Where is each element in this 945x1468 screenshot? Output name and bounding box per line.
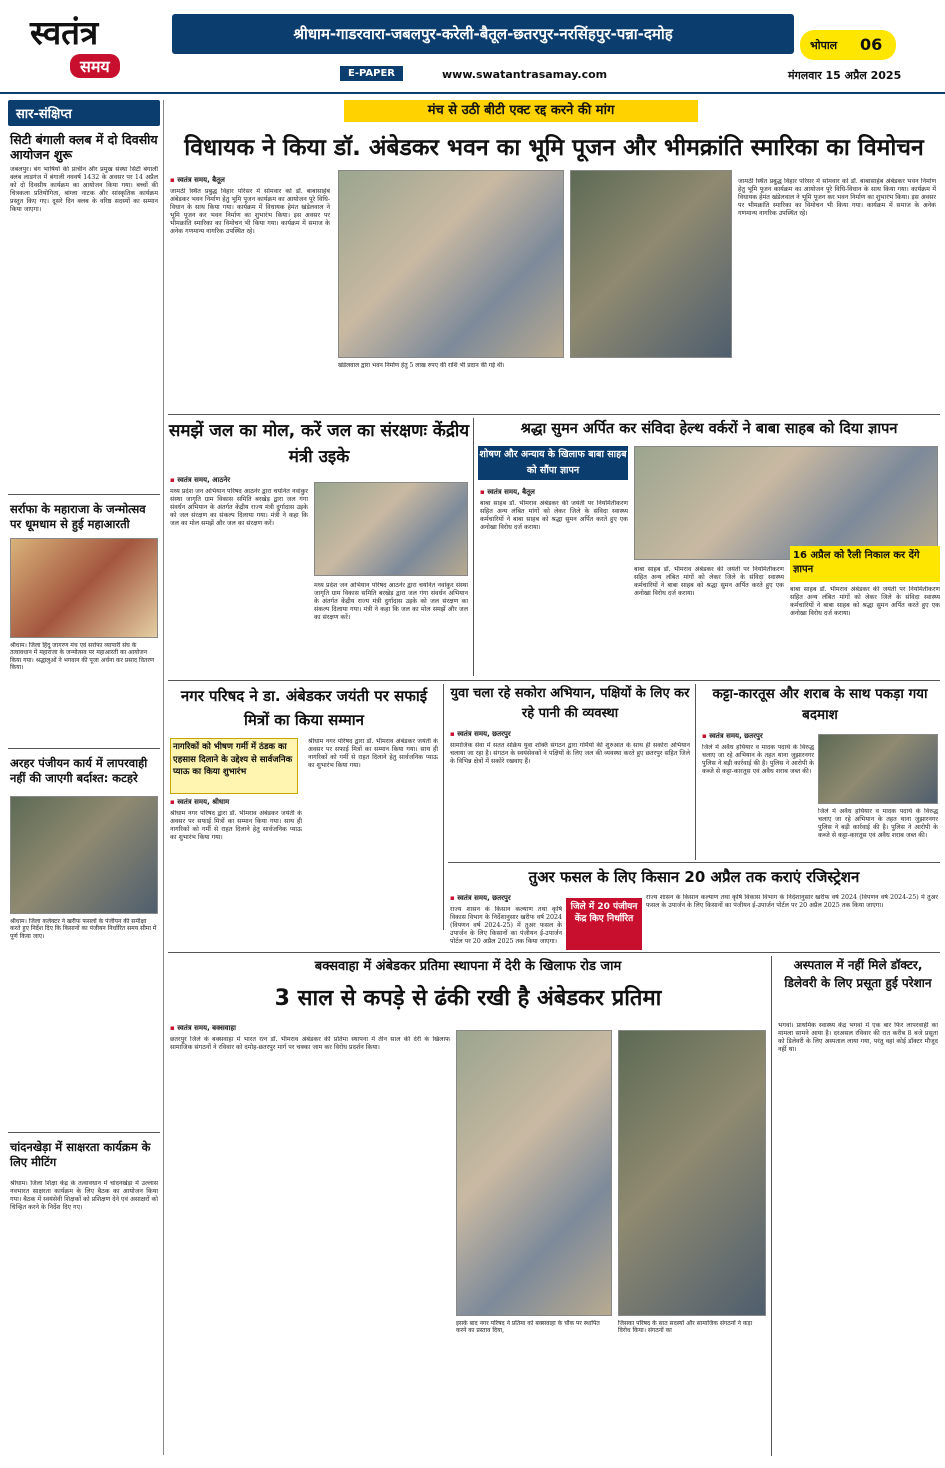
health-body: बाबा साहब डॉ. भीमराव अंबेडकर की जयंती पर नियमितीकरण सहित अन्य लंबित मांगों को लेकर जिले के संविदा स्वास्थ्य कर्मचारियों ने बाबा साहब को श्रद्धा सुमन अर्पित करते हुए एक अनोखा विरोध दर्ज कराया। (480, 500, 628, 532)
nagar-byline: ▪ स्वतंत्र समय, श्रीधाम (170, 798, 229, 807)
logo-top: स्वतंत्र (30, 13, 99, 52)
cities-strip (172, 14, 794, 54)
epaper-label: E-PAPER (340, 66, 403, 81)
health-byline: ▪ स्वतंत्र समय, बैतूल (480, 488, 535, 497)
banner-byline: ▪ स्वतंत्र समय, बैतूल (170, 176, 225, 185)
tuar-body: राज्य शासन के किसान कल्याण तथा कृषि विकास विभाग के निर्देशानुसार खरीफ वर्ष 2024 (विपणन वर्ष 2024-25) में तुअर फसल के उपार्जन के लिए किसानों का पंजीयन ई-उपार्जन पोर्टल पर 20 अप्रैल 2025 तक किया जाएगा। (450, 906, 562, 946)
issue-date: मंगलवार 15 अप्रैल 2025 (788, 69, 902, 82)
hospital-article (776, 956, 940, 1456)
buxwaha-headline: 3 साल से कपड़े से ढंकी रखी है अंबेडकर प्रतिमा (274, 986, 662, 1011)
buxwaha-byline: ▪ स्वतंत्र समय, बक्सवाहा (170, 1024, 236, 1033)
page-number: 06 (860, 35, 883, 54)
buxwaha-photo-statue (618, 1030, 766, 1316)
nagar-kicker: नागरिकों को भीषण गर्मी में ठंडक का एहसास दिलाने के उद्देश्य से सार्वजनिक प्याऊ का किया शुभारंभ (170, 738, 298, 794)
logo (30, 14, 160, 88)
crime-body: जिले में अवैध हथियार व मादक पदार्थ के विरुद्ध चलाए जा रहे अभियान के तहत थाना जुझारनगर पुलिस ने बड़ी कार्रवाई की है। पुलिस ने आरोपी के कब्जे से कट्टा-कारतूस एवं अवैध शराब जब्त की। (702, 744, 814, 776)
hospital-headline: अस्पताल में नहीं मिले डॉक्टर, डिलेवरी के लिए प्रसूता हुई परेशान (784, 958, 932, 990)
sidebar (8, 100, 160, 1455)
crime-byline: ▪ स्वतंत्र समय, छतरपुर (702, 732, 763, 741)
health-headline: श्रद्धा सुमन अर्पित कर संविदा हेल्थ वर्करों ने बाबा साहब को दिया ज्ञापन (520, 421, 898, 437)
sidebar-item-caption: श्रीधाम। जिला कलेक्टर ने खरीफ फसलों के पंजीयन की समीक्षा करते हुए निर्देश दिए कि किसानों का पंजीयन निर्धारित समय सीमा में पूर्ण किया जाए। (10, 918, 157, 940)
nagar-body: श्रीधाम नगर परिषद द्वारा डॉ. भीमराव अंबेडकर जयंती के अवसर पर सफाई मित्रों का सम्मान किया गया। साथ ही नागरिकों को गर्मी से राहत दिलाने हेतु सार्वजनिक प्याऊ का शुभारंभ किया गया। (170, 810, 302, 842)
sakora-byline: ▪ स्वतंत्र समय, छतरपुर (450, 730, 511, 739)
cities-text: श्रीधाम-गाडरवारा-जबलपुर-करेली-बैतूल-छतरपुर-नरसिंहपुर-पन्ना-दमोह (293, 25, 673, 43)
banner-kicker: मंच से उठी बीटी एक्ट रद्द करने की मांग (344, 100, 698, 122)
sidebar-item-caption: श्रीधाम। जिला हिंदू जागरण मंच एवं सर्राफा व्यापारी संघ के तत्वावधान में महाराजा के जन्मोत्सव पर महाआरती का आयोजन किया गया। श्रद्धालुओं ने भगवान की पूजा अर्चना कर प्रसाद वितरण किया। (10, 642, 155, 672)
health-rally-body: बाबा साहब डॉ. भीमराव अंबेडकर की जयंती पर नियमितीकरण सहित अन्य लंबित मांगों को लेकर जिले के संविदा स्वास्थ्य कर्मचारियों ने बाबा साहब को श्रद्धा सुमन अर्पित करते हुए एक अनोखा विरोध दर्ज कराया। (790, 586, 940, 618)
edition-name: भोपाल (810, 39, 838, 52)
hospital-body: भगवां। प्राथमिक स्वास्थ्य केंद्र भगवां में एक बार फिर लापरवाही का मामला सामने आया है। दरअसल रविवार की रात करीब 8 बजे प्रसूता को डिलेवरी के लिए अस्पताल लाया गया, परंतु वहां कोई डॉक्टर मौजूद नहीं था। (778, 1022, 938, 1054)
tuar-byline: ▪ स्वतंत्र समय, छतरपुर (450, 894, 511, 903)
tuar-box: जिले में 20 पंजीयन केंद्र किए निर्धारित (566, 898, 642, 950)
banner-photo-bhoomi-pujan (338, 170, 564, 358)
health-rally-box: 16 अप्रैल को रैली निकाल कर देंगे ज्ञापन (790, 546, 940, 582)
tuar-article (448, 866, 940, 950)
water-body-cont: मध्य प्रदेश जन अभियान परिषद आठनेर द्वारा चयनित नवांकुर संस्था जागृति ग्राम विकास समिति बरखेड़ द्वारा जल गंगा संवर्धन अभियान के अंतर्गत केंद्रीय राज्य मंत्री दुर्गादास उइके को जल संरक्षण का संकल्प दिलाया गया। मंत्री ने कहा कि जल का मोल समझें और जल का संरक्षण करें। (314, 582, 468, 622)
nagar-article (168, 684, 440, 930)
water-headline: समझें जल का मोल, करें जल का संरक्षणः केंद्रीय मंत्री उइके (168, 421, 470, 467)
nagar-body-cont: श्रीधाम नगर परिषद द्वारा डॉ. भीमराव अंबेडकर जयंती के अवसर पर सफाई मित्रों का सम्मान किया गया। साथ ही नागरिकों को गर्मी से राहत दिलाने हेतु सार्वजनिक प्याऊ का शुभारंभ किया गया। (308, 738, 438, 770)
sidebar-item-head: सिटी बंगाली क्लब में दो दिवसीय आयोजन शुरू (10, 132, 158, 162)
sidebar-photo-aarti (10, 538, 158, 638)
banner-headline: विधायक ने किया डॉ. अंबेडकर भवन का भूमि पूजन और भीमक्रांति स्मारिका का विमोचन (184, 135, 924, 161)
sakora-body: सामाजिक सेवा में सतत सक्रिय युवा शक्ति संगठन द्वारा गर्मियों की शुरुआत के साथ ही सकोरा अभियान चलाया जा रहा है। संगठन के स्वयंसेवकों ने पक्षियों के लिए जल की व्यवस्था करते हुए छतरपुर सहित जिले के विभिन्न क्षेत्रों में सकोरे रखवाए हैं। (450, 742, 690, 766)
edition-box (800, 30, 896, 60)
buxwaha-caption-1: इसके बाद नगर परिषद ने प्रतिमा को बक्सवाहा के चौक पर स्थापित करने का प्रस्ताव दिया, (456, 1320, 600, 1335)
sidebar-photo-meeting (10, 796, 158, 914)
water-article (168, 418, 470, 676)
buxwaha-photo-roadjam (456, 1030, 612, 1316)
water-byline: ▪ स्वतंत्र समय, आठनेर (170, 476, 230, 485)
sidebar-item-head: अरहर पंजीयन कार्य में लापरवाही नहीं की जाएगी बर्दाश्त: कटहरे (10, 756, 148, 785)
crime-article (700, 684, 940, 860)
logo-bottom: समय (70, 54, 120, 78)
epaper-bar (340, 66, 800, 84)
banner-body-cont: जामठी स्थित प्रबुद्ध विहार परिसर में सोमवार को डॉ. बाबासाहेब अंबेडकर भवन निर्माण हेतु भूमि पूजन कार्यक्रम का आयोजन पूरे विधि-विधान के साथ किया गया। कार्यक्रम में विधायक हेमंत खंडेलवाल ने भूमि पूजन कर भवन निर्माण का शुभारंभ किया। इस अवसर पर भीमक्रांति स्मारिका का विमोचन भी किया गया। कार्यक्रम में समाज के अनेक गणमान्य नागरिक उपस्थित रहे। (738, 178, 936, 218)
water-body: मध्य प्रदेश जन अभियान परिषद आठनेर द्वारा चयनित नवांकुर संस्था जागृति ग्राम विकास समिति बरखेड़ द्वारा जल गंगा संवर्धन अभियान के अंतर्गत केंद्रीय राज्य मंत्री दुर्गादास उइके को जल संरक्षण का संकल्प दिलाया गया। मंत्री ने कहा कि जल का मोल समझें और जल का संरक्षण करें। (170, 488, 308, 528)
health-body-cont: बाबा साहब डॉ. भीमराव अंबेडकर की जयंती पर नियमितीकरण सहित अन्य लंबित मांगों को लेकर जिले के संविदा स्वास्थ्य कर्मचारियों ने बाबा साहब को श्रद्धा सुमन अर्पित करते हुए एक अनोखा विरोध दर्ज कराया। (634, 566, 784, 598)
masthead (0, 0, 945, 96)
buxwaha-caption-2: जिसका परिषद के सात सदस्यों और सामाजिक संगठनों ने कड़ा विरोध किया। संगठनों का (618, 1320, 753, 1335)
health-kicker: शोषण और अन्याय के खिलाफ बाबा साहब को सौंपा ज्ञापन (478, 446, 628, 480)
buxwaha-kicker: बक्सवाहा में अंबेडकर प्रतिमा स्थापना में देरी के खिलाफ रोड जाम (314, 959, 622, 974)
sakora-article (448, 684, 692, 860)
buxwaha-article (168, 956, 768, 1456)
health-article (478, 418, 940, 676)
website-link[interactable]: www.swatantrasamay.com (442, 68, 608, 81)
crime-body-cont: जिले में अवैध हथियार व मादक पदार्थ के विरुद्ध चलाए जा रहे अभियान के तहत थाना जुझारनगर पुलिस ने बड़ी कार्रवाई की है। पुलिस ने आरोपी के कब्जे से कट्टा-कारतूस एवं अवैध शराब जब्त की। (818, 808, 938, 840)
banner-body: जामठी स्थित प्रबुद्ध विहार परिसर में सोमवार को डॉ. बाबासाहेब अंबेडकर भवन निर्माण हेतु भूमि पूजन कार्यक्रम का आयोजन पूरे विधि-विधान के साथ किया गया। कार्यक्रम में विधायक हेमंत खंडेलवाल ने भूमि पूजन कर भवन निर्माण का शुभारंभ किया। इस अवसर पर भीमक्रांति स्मारिका का विमोचन भी किया गया। कार्यक्रम में समाज के अनेक गणमान्य नागरिक उपस्थित रहे। (170, 188, 330, 236)
sidebar-title: सार-संक्षिप्त (8, 100, 160, 126)
sidebar-item-body: जबलपुर। बंग भाषियों की प्राचीन और प्रमुख संस्था सिटी बंगाली क्लब लाडगंज में बंगाली नववर्ष 1432 के अवसर पर 14 अप्रैल को दो दिवसीय कार्यक्रम का आयोजन किया गया। बच्चों की चित्रकला प्रतियोगिता, बांग्ला नाटक और सांस्कृतिक कार्यक्रम प्रस्तुत किए गए। दूसरे दिन क्लब के वरिष्ठ सदस्यों का सम्मान किया जाएगा। (10, 166, 158, 214)
buxwaha-body: छतरपुर जिले के बक्सवाहा में भारत रत्न डॉ. भीमराव अंबेडकर की प्रतिमा स्थापना में तीन साल की देरी के खिलाफ सामाजिक संगठनों ने रविवार को दमोह-छतरपुर मार्ग पर चक्का जाम कर विरोध प्रदर्शन किया। (170, 1036, 450, 1052)
crime-photo (818, 734, 938, 804)
sidebar-item-head: सर्राफा के महाराजा के जन्मोत्सव पर धूमधाम से हुई महाआरती (10, 502, 146, 531)
sidebar-item-head: चांदनखेड़ा में साक्षरता कार्यक्रम के लिए मीटिंग (10, 1140, 151, 1169)
sakora-headline: युवा चला रहे सकोरा अभियान, पक्षियों के लिए कर रहे पानी की व्यवस्था (450, 686, 690, 721)
tuar-headline: तुअर फसल के लिए किसान 20 अप्रैल तक कराएं रजिस्ट्रेशन (528, 868, 860, 886)
crime-headline: कट्टा-कारतूस और शराब के साथ पकड़ा गया बदमाश (712, 686, 928, 723)
nagar-headline: नगर परिषद ने डा. अंबेडकर जयंती पर सफाई मित्रों का किया सम्मान (180, 687, 428, 729)
water-photo (314, 482, 468, 576)
banner-photo-vimochan (570, 170, 732, 358)
sidebar-item-body: श्रीधाम। जिला शिक्षा केंद्र के तत्वावधान में चांदनखेड़ा में उल्लास नवभारत साक्षरता कार्यक्रम के लिए बैठक का आयोजन किया गया। बैठक में स्वयंसेवी शिक्षकों को प्रशिक्षण देने एवं असाक्षरों को चिन्हित करने के निर्देश दिए गए। (10, 1180, 158, 1212)
health-photo (634, 446, 938, 560)
banner-article (168, 98, 940, 414)
tuar-body-cont: राज्य शासन के किसान कल्याण तथा कृषि विकास विभाग के निर्देशानुसार खरीफ वर्ष 2024 (विपणन वर्ष 2024-25) में तुअर फसल के उपार्जन के लिए किसानों का पंजीयन ई-उपार्जन पोर्टल पर 20 अप्रैल 2025 तक किया जाएगा। (646, 894, 938, 910)
banner-caption: खंडेलवाल द्वारा भवन निर्माण हेतु 5 लाख रुपए की राशि भी प्रदान की गई थी। (338, 362, 505, 369)
